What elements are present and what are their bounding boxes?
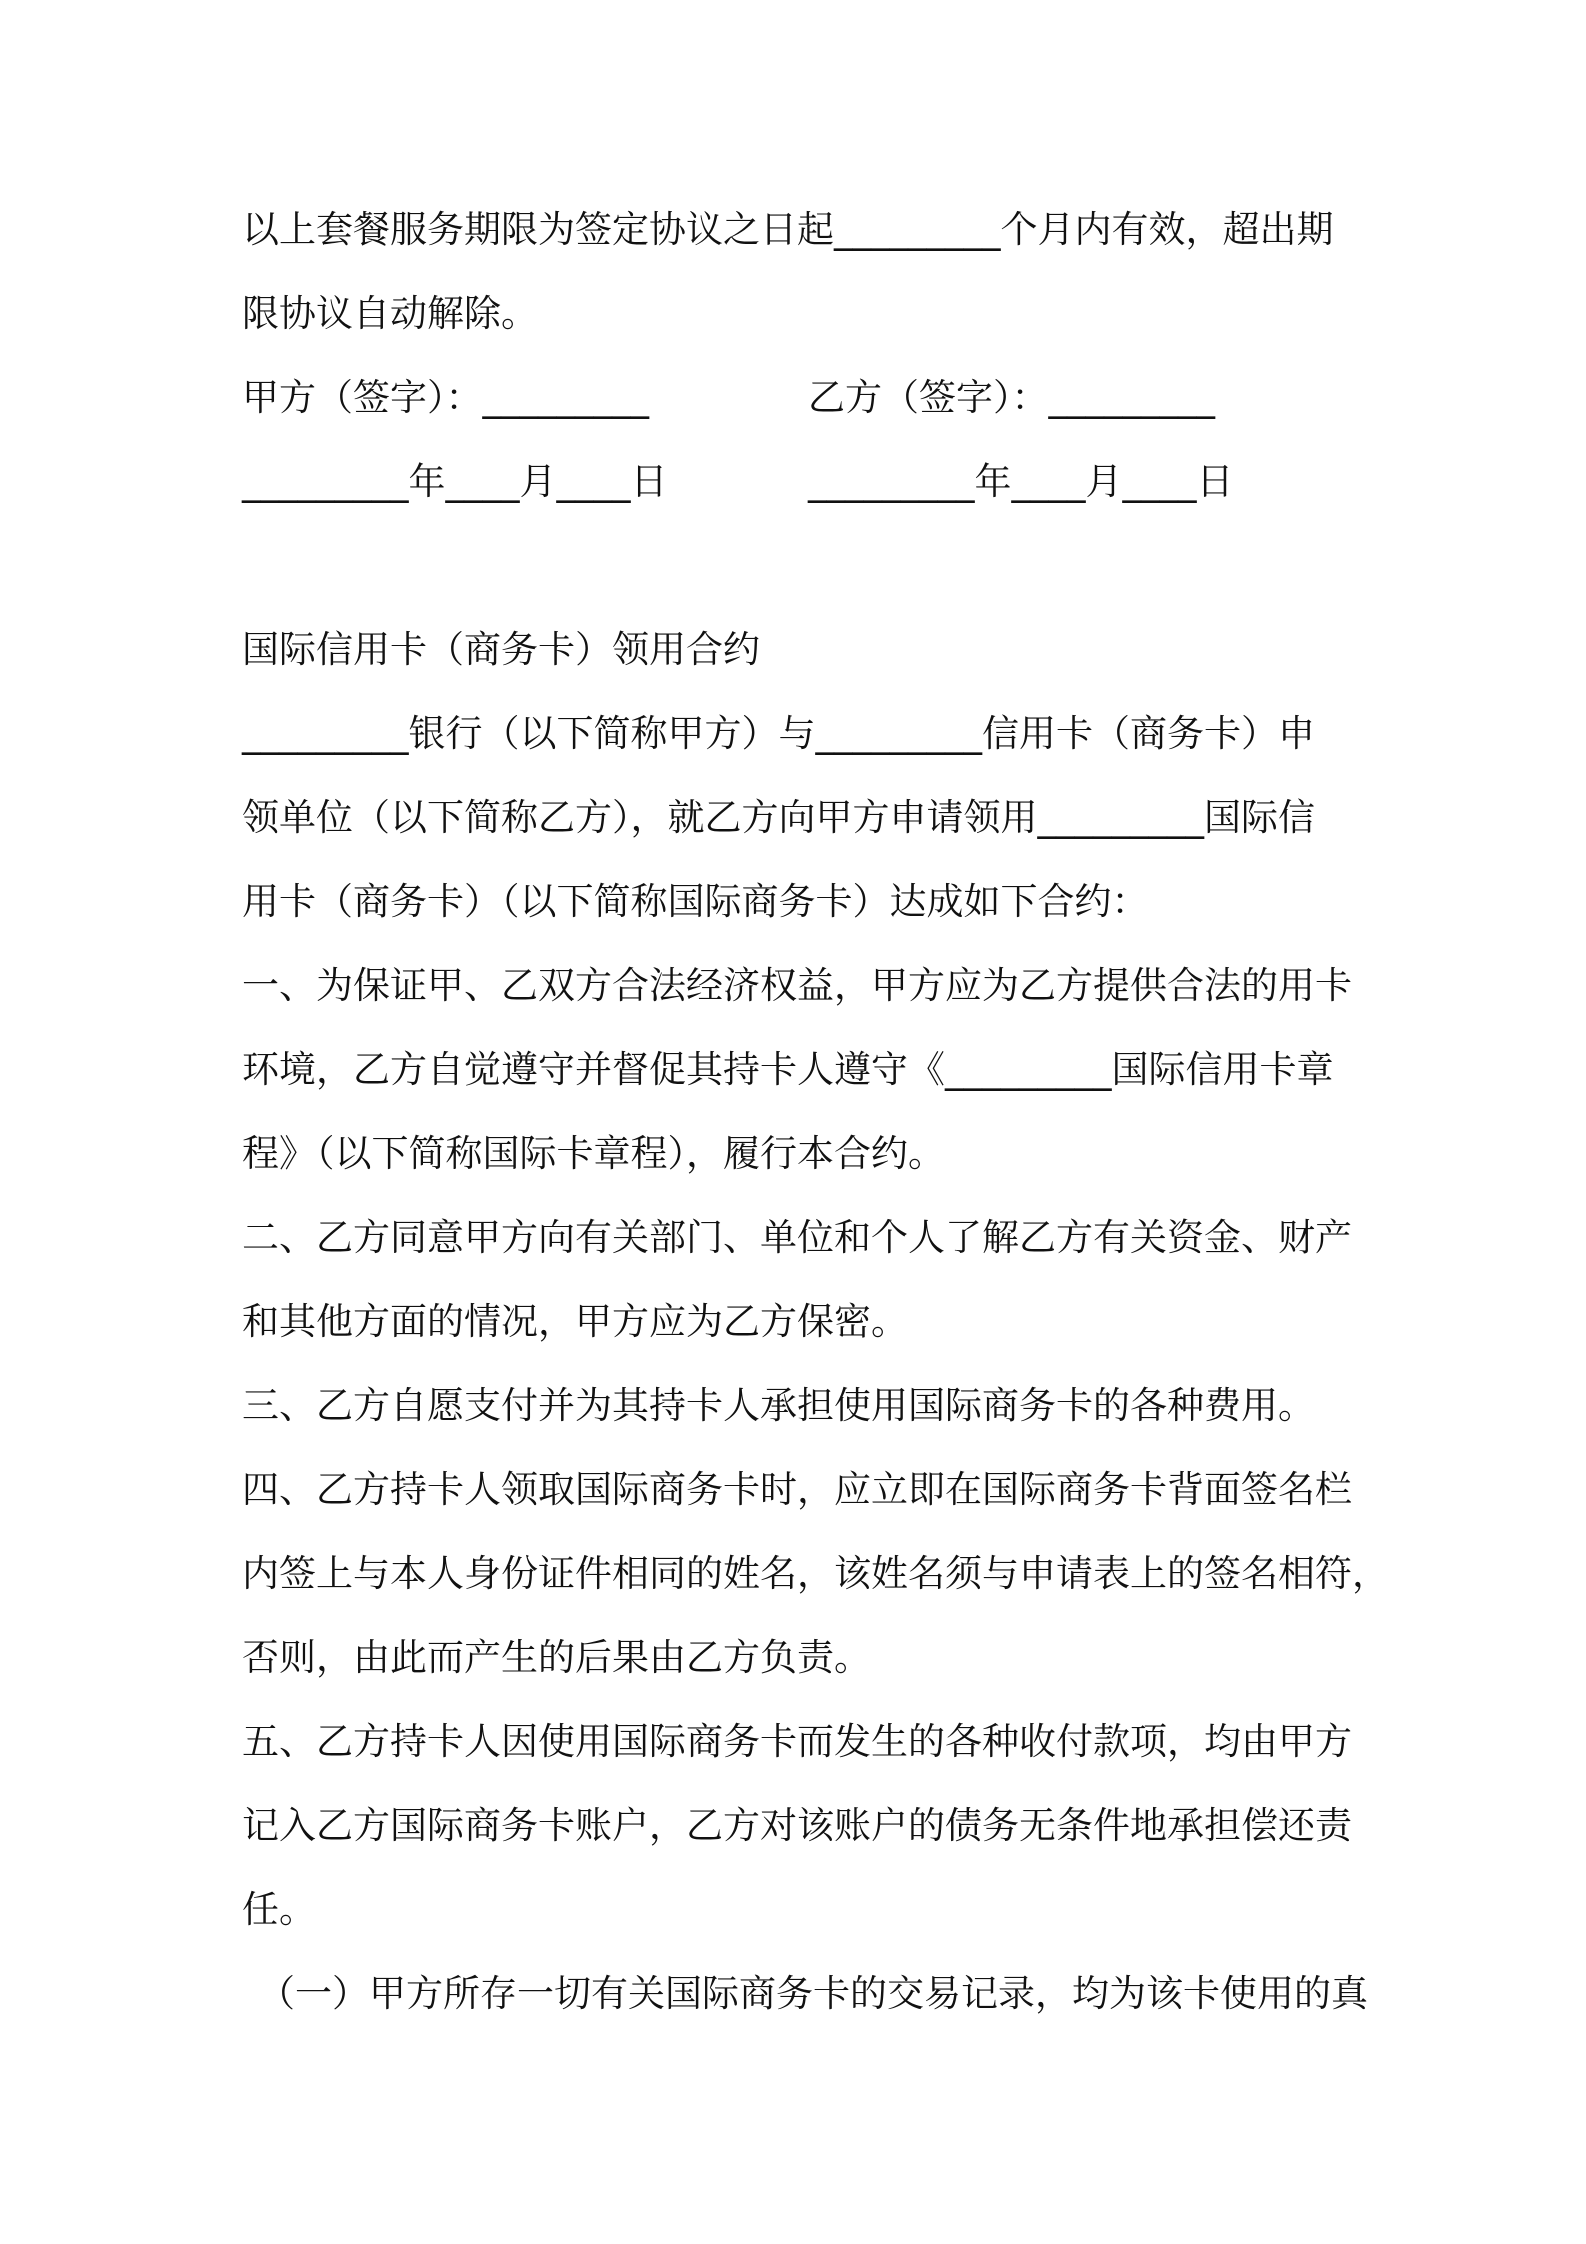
clause-5-line-2: 记入乙方国际商务卡账户，乙方对该账户的债务无条件地承担偿还责 <box>242 1804 1352 1847</box>
party-b-date: _________年____月____日 <box>808 460 1234 503</box>
intro-line-1: 以上套餐服务期限为签定协议之日起_________个月内有效，超出期 <box>242 208 1334 251</box>
party-a-date: _________年____月____日 <box>242 460 668 503</box>
clause-3-line-1: 三、乙方自愿支付并为其持卡人承担使用国际商务卡的各种费用。 <box>242 1384 1315 1427</box>
clause-5-line-1: 五、乙方持卡人因使用国际商务卡而发生的各种收付款项，均由甲方 <box>242 1720 1352 1763</box>
clause-1-line-1: 一、为保证甲、乙双方合法经济权益，甲方应为乙方提供合法的用卡 <box>242 964 1352 1007</box>
subclause-1-line-1: （一）甲方所存一切有关国际商务卡的交易记录，均为该卡使用的真 <box>258 1972 1368 2015</box>
party-a-signature: 甲方（签字）：_________ <box>242 376 649 419</box>
clause-1-line-3: 程》（以下简称国际卡章程），履行本合约。 <box>242 1132 945 1175</box>
party-b-signature: 乙方（签字）：_________ <box>808 376 1215 419</box>
preamble-line-3: 用卡（商务卡）（以下简称国际商务卡）达成如下合约： <box>242 880 1149 923</box>
preamble-line-1: _________银行（以下简称甲方）与_________信用卡（商务卡）申 <box>242 712 1315 755</box>
clause-2-line-1: 二、乙方同意甲方向有关部门、单位和个人了解乙方有关资金、财产 <box>242 1216 1352 1259</box>
clause-1-line-2: 环境，乙方自觉遵守并督促其持卡人遵守《_________国际信用卡章 <box>242 1048 1334 1091</box>
clause-4-line-3: 否则，由此而产生的后果由乙方负责。 <box>242 1636 871 1679</box>
preamble-line-2: 领单位（以下简称乙方），就乙方向甲方申请领用_________国际信 <box>242 796 1315 839</box>
contract-title: 国际信用卡（商务卡）领用合约 <box>242 628 760 671</box>
clause-2-line-2: 和其他方面的情况，甲方应为乙方保密。 <box>242 1300 908 1343</box>
clause-4-line-1: 四、乙方持卡人领取国际商务卡时，应立即在国际商务卡背面签名栏 <box>242 1468 1352 1511</box>
clause-5-line-3: 任。 <box>242 1888 316 1931</box>
intro-line-2: 限协议自动解除。 <box>242 292 538 335</box>
clause-4-line-2: 内签上与本人身份证件相同的姓名，该姓名须与申请表上的签名相符， <box>242 1552 1389 1595</box>
